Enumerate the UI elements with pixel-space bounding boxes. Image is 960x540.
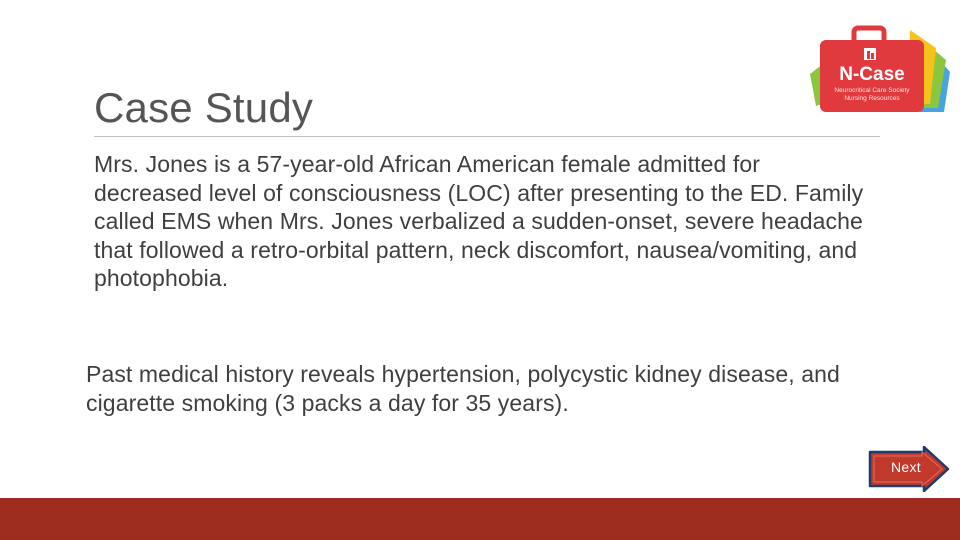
footer-bar: [0, 498, 960, 540]
next-button-label: Next: [891, 459, 921, 475]
n-case-logo-icon: [810, 20, 952, 118]
title-divider: [94, 136, 880, 137]
n-case-logo: [810, 20, 952, 118]
svg-text:N-Case: N-Case: [839, 64, 905, 85]
svg-text:Neurocritical Care Society: Neurocritical Care Society: [834, 87, 910, 94]
case-description-paragraph: Mrs. Jones is a 57-year-old African American female admitted for decreased level of consciousness (LOC) after presenting to the ED. Family called EMS when Mrs. Jones verbalized a sudden-onset, severe headache that followed a retro-orbital pattern, neck discomfort, nausea/vomiting, and photophobia.: [94, 151, 864, 291]
slide-title: Case Study: [94, 84, 314, 131]
next-button[interactable]: [868, 446, 950, 492]
svg-text:Nursing Resources: Nursing Resources: [844, 95, 900, 102]
medical-history-paragraph: Past medical history reveals hypertension, polycystic kidney disease, and cigarette smoking (3 packs a day for 35 years).: [86, 361, 840, 416]
